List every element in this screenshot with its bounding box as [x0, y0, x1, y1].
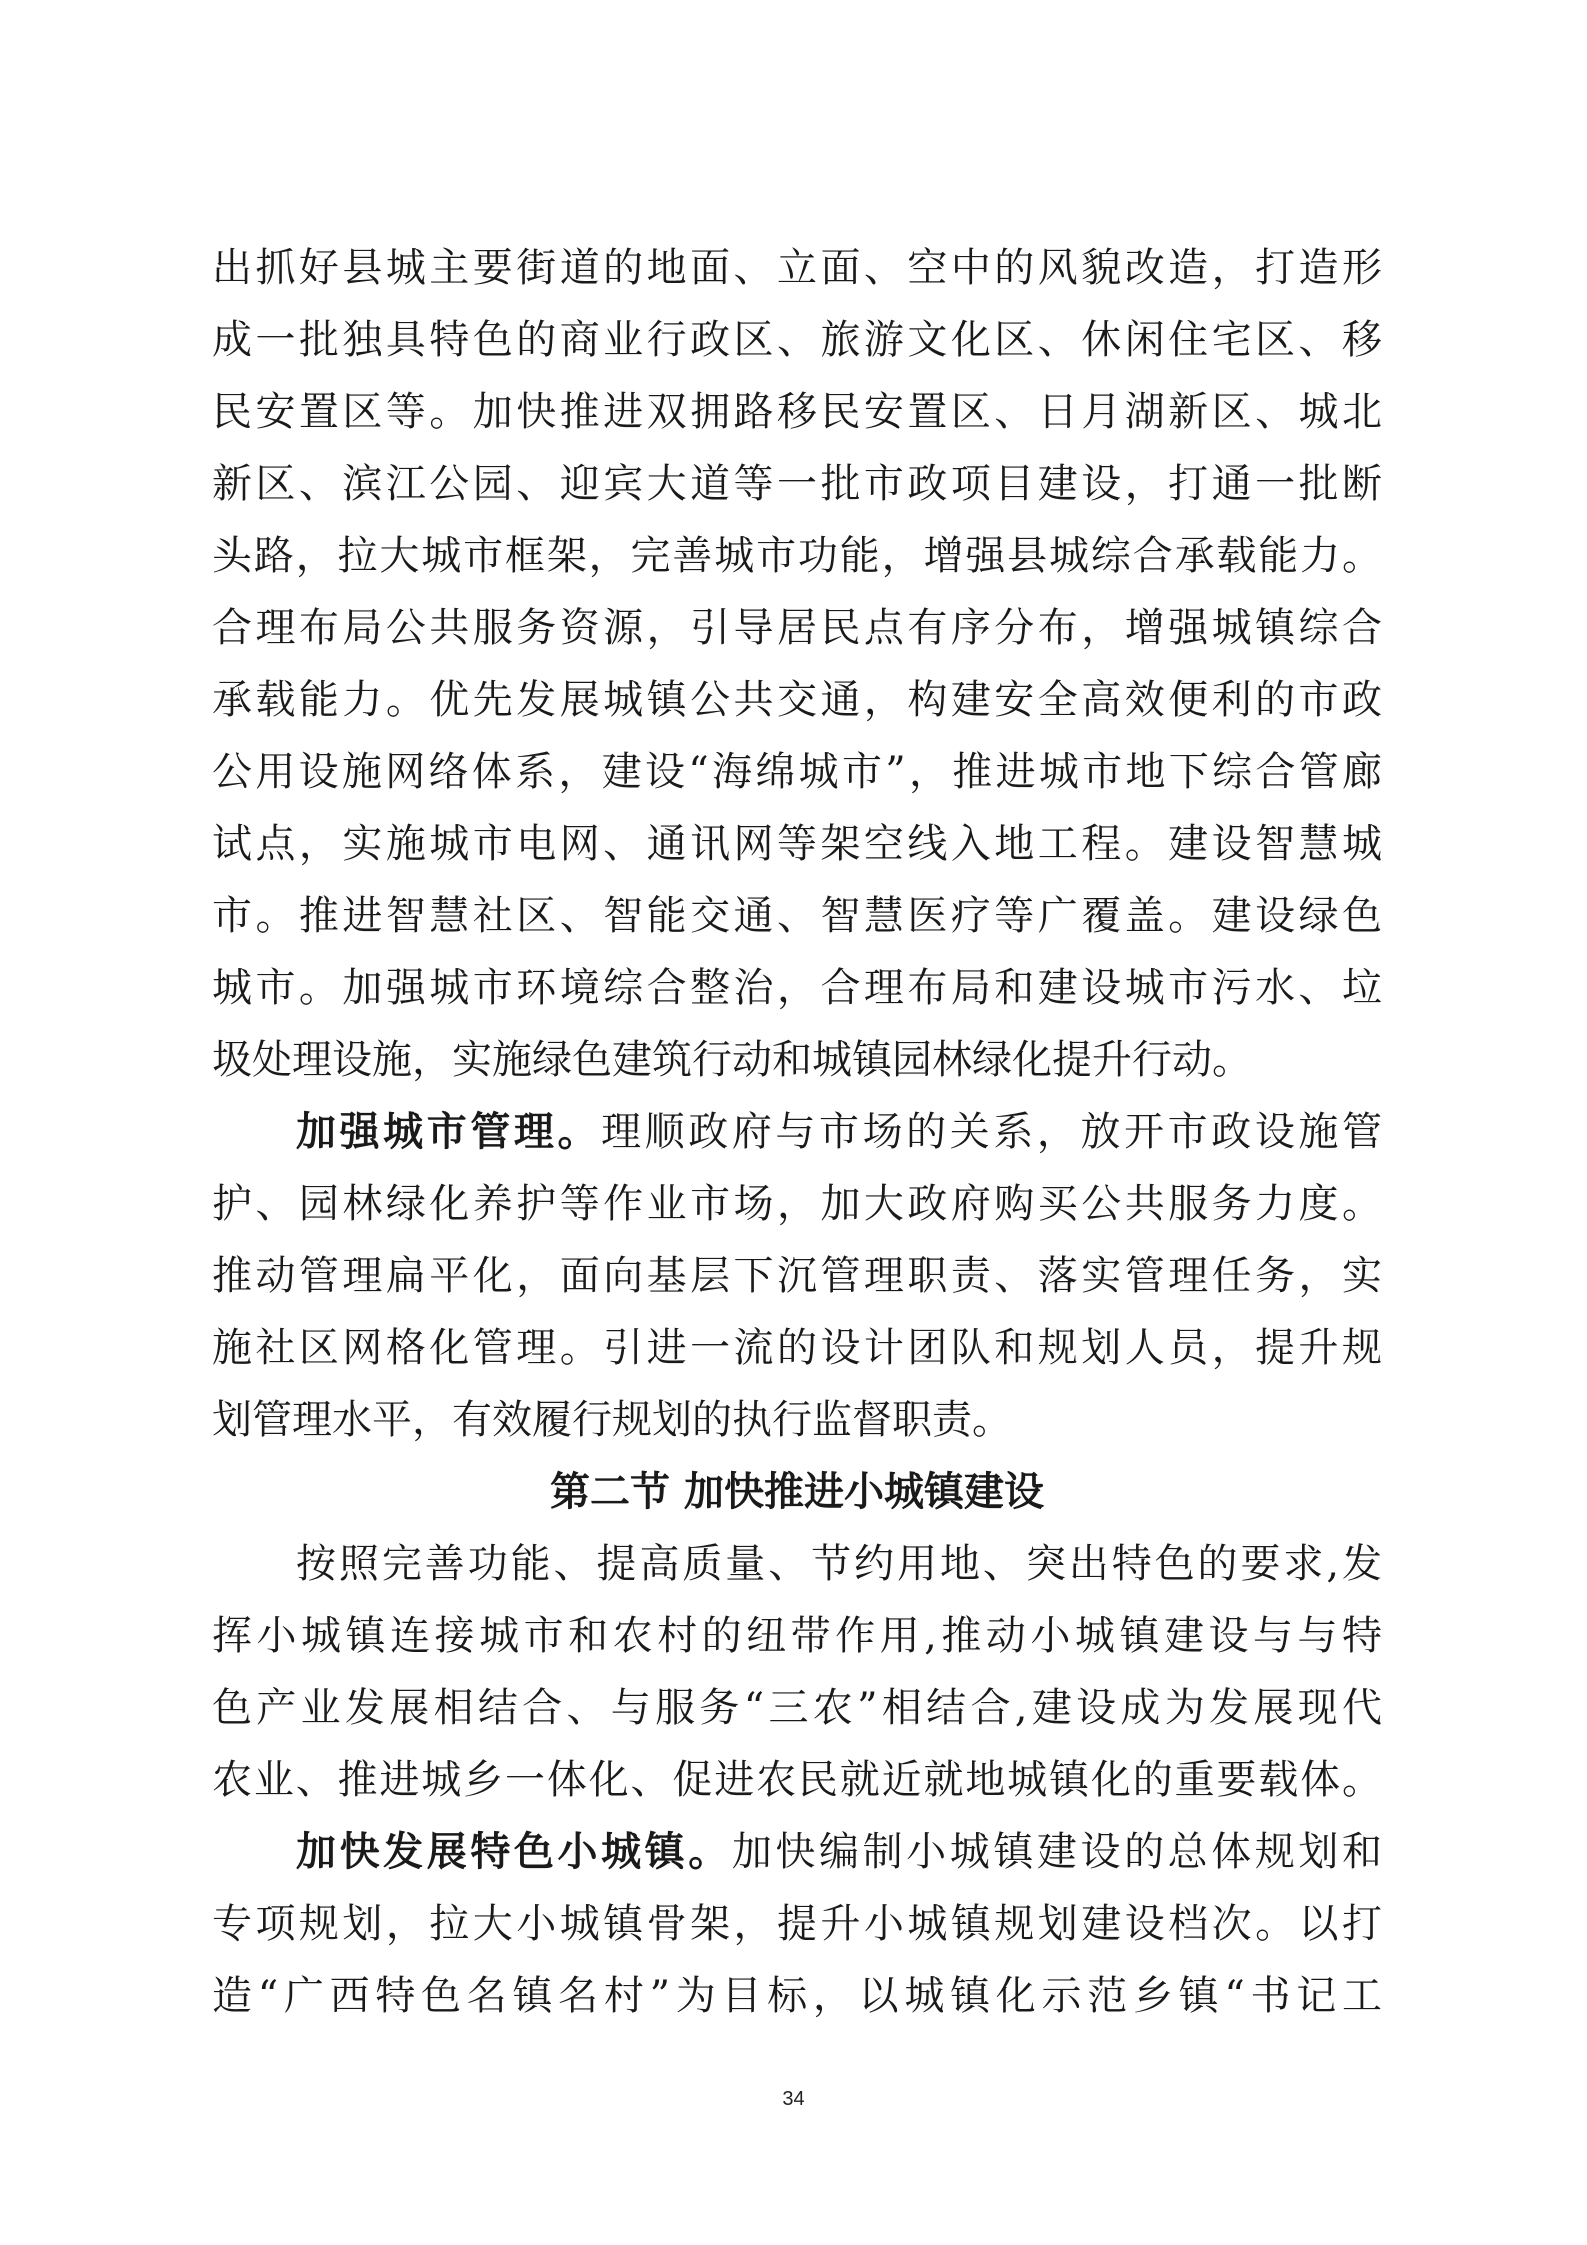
paragraph-lead-rest: 理顺政府与市场的关系，放开市政设施管 — [601, 1109, 1383, 1155]
paragraph-urban-renewal — [212, 232, 1382, 1096]
text-line — [212, 1816, 1382, 1888]
text-line: 护、园林绿化养护等作业市场，加大政府购买公共服务力度。 — [212, 1181, 1382, 1227]
text-line: 农业、推进城乡一体化、促进农民就近就地城镇化的重要载体。 — [212, 1757, 1382, 1803]
text-line: 承载能力。优先发展城镇公共交通，构建安全高效便利的市政 — [212, 677, 1382, 723]
text-line: 施社区网格化管理。引进一流的设计团队和规划人员，提升规 — [212, 1325, 1382, 1371]
text-line: 头路，拉大城市框架，完善城市功能，增强县城综合承载能力。 — [212, 533, 1382, 579]
text-line: 新区、滨江公园、迎宾大道等一批市政项目建设，打通一批断 — [212, 461, 1382, 507]
text-line: 专项规划，拉大小城镇骨架，提升小城镇规划建设档次。以打 — [212, 1901, 1382, 1947]
text-line: 圾处理设施，实施绿色建筑行动和城镇园林绿化提升行动。 — [212, 1037, 1252, 1083]
text-line: 造“广西特色名镇名村”为目标，以城镇化示范乡镇“书记工 — [212, 1973, 1382, 2019]
text-line: 色产业发展相结合、与服务“三农”相结合,建设成为发展现代 — [212, 1685, 1382, 1731]
text-line: 划管理水平，有效履行规划的执行监督职责。 — [212, 1397, 1012, 1443]
text-line: 市。推进智慧社区、智能交通、智慧医疗等广覆盖。建设绿色 — [212, 893, 1382, 939]
paragraph-small-towns — [212, 1528, 1382, 1816]
text-line: 成一批独具特色的商业行政区、旅游文化区、休闲住宅区、移 — [212, 317, 1382, 363]
text-line: 合理布局公共服务资源，引导居民点有序分布，增强城镇综合 — [212, 605, 1382, 651]
paragraph-lead: 加快发展特色小城镇。 — [296, 1829, 732, 1875]
text-line — [212, 1096, 1382, 1168]
text-line: 公用设施网络体系，建设“海绵城市”，推进城市地下综合管廊 — [212, 749, 1382, 795]
paragraph-lead-rest: 加快编制小城镇建设的总体规划和 — [731, 1829, 1383, 1875]
text-line: 民安置区等。加快推进双拥路移民安置区、日月湖新区、城北 — [212, 389, 1382, 435]
text-line: 挥小城镇连接城市和农村的纽带作用,推动小城镇建设与与特 — [212, 1613, 1382, 1659]
page-number: 34 — [782, 2088, 805, 2110]
text-line: 推动管理扁平化，面向基层下沉管理职责、落实管理任务，实 — [212, 1253, 1382, 1299]
document-body — [212, 232, 1382, 2032]
text-line: 试点，实施城市电网、通讯网等架空线入地工程。建设智慧城 — [212, 821, 1382, 867]
paragraph-city-management — [212, 1096, 1382, 1456]
paragraph-featured-towns — [212, 1816, 1382, 2032]
text-line: 出抓好县城主要街道的地面、立面、空中的风貌改造，打造形 — [212, 245, 1382, 291]
paragraph-lead: 加强城市管理。 — [296, 1109, 602, 1155]
text-line: 城市。加强城市环境综合整治，合理布局和建设城市污水、垃 — [212, 965, 1382, 1011]
text-line: 按照完善功能、提高质量、节约用地、突出特色的要求,发 — [296, 1541, 1382, 1587]
section-heading: 第二节 加快推进小城镇建设 — [550, 1469, 1044, 1515]
